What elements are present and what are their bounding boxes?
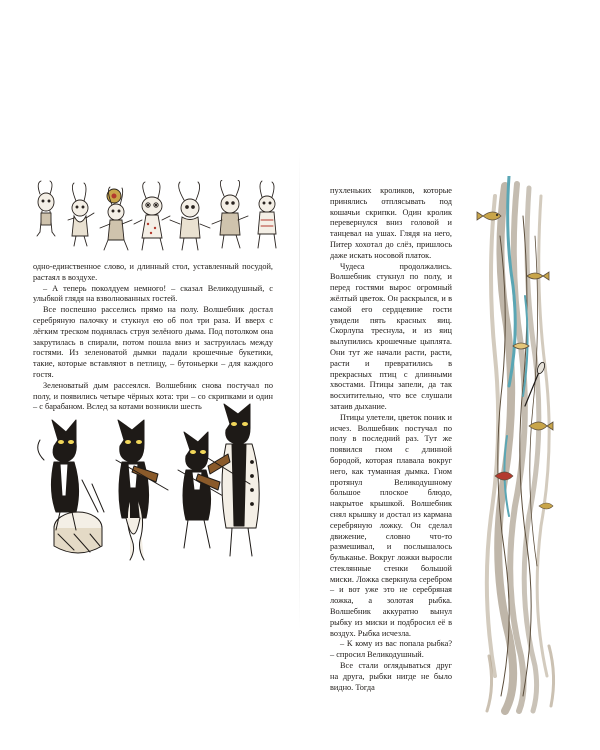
rabbit-figure [258,181,276,248]
paragraph: Птицы улетели, цветок поник и исчез. Волшебник постучал по полу в последний раз. Тут же появился гном с длинной бородой, которая плавала вокруг него, как туманная дымка. Гном протянул Великодушному большое плоское блюдо, накрытое крышкой. Волшебник снял крышку и достал из кармана серебряную ложку. Он сделал движение, словно что-то размешивал, и послышалось бульканье. Вокруг ложки выросли стеклянные стенки большой миски. Ложка сверкнула серебром – и вот уже это не серебряная ложка, а золотая рыбка. Волшебник аккуратно вынул рыбку из миски и подбросил её в воздух. Рыбка исчезла. [330,412,452,638]
paragraph: пухленьких кроликов, которые принялись отплясывать под кошачьи скрипки. Один кролик перевернулся вниз головой и танцевал на ушах. Глядя на него, Питер хохотал до слёз, пришлось даже искать носовой платок. [330,186,452,260]
cat-violinist [116,420,168,560]
rabbit-figure [68,183,94,246]
right-page-text [330,186,452,693]
cat-drummer [38,420,104,553]
paragraph: Все поспешно расселись прямо на полу. Волшебник достал серебряную палочку и стукнул ею об пол три раза. И вверх с лёгким треском поднялась струя зелёного дыма. Под потолком она закрутилась в спирали, потом пошла вниз и заструилась между гостями. Из зеленоватой дымки падали крошечные букетики, такие, которые вставляют в петлицу, – бутоньерки – для каждого гостя. [33,305,273,379]
paragraph: Зеленоватый дым рассеялся. Волшебник снова постучал по полу, и появились четыре чёрных кота: три – со скрипками и один – с барабаном. Вслед за котами возникли шесть [33,380,273,412]
paragraph: – К кому из вас попала рыбка? – спросил Великодушный. [330,639,452,660]
left-page-text [33,262,273,413]
rabbit-figure [37,181,55,236]
rabbit-figure [170,182,210,250]
fish-figure [527,272,549,280]
cat-musicians-illustration [30,400,270,565]
paragraph: Все стали оглядываться друг на друга, рыбки нигде не было видно. Тогда [330,661,452,692]
rabbit-figure [134,182,170,250]
paragraph: – А теперь поколдуем немного! – сказал Великодушный, с улыбкой глядя на взволнованных гостей. [33,283,273,304]
rabbit-figure [100,187,132,250]
rabbit-dancers-illustration [32,180,282,255]
gnome-beard-illustration [465,176,575,716]
rabbit-figure [212,180,248,248]
right-page [300,0,600,750]
paragraph: одно-единственное слово, и длинный стол, уставленный посудой, растаял в воздухе. [33,262,273,282]
fish-figure [477,212,501,220]
paragraph: Чудеса продолжались. Волшебник стукнул по полу, и перед гостями вырос огромный жёлтый цветок. Он раскрылся, и в самой его сердцевине гости увидели пять красных яиц. Скорлупа треснула, и из яиц вылупились крошечные цыплята. Они тут же начали расти, расти, расти и превратились в прекрасных птиц с длинными хвостами. Птицы запели, да так восхитительно, что все слушали затаив дыхание. [330,261,452,411]
